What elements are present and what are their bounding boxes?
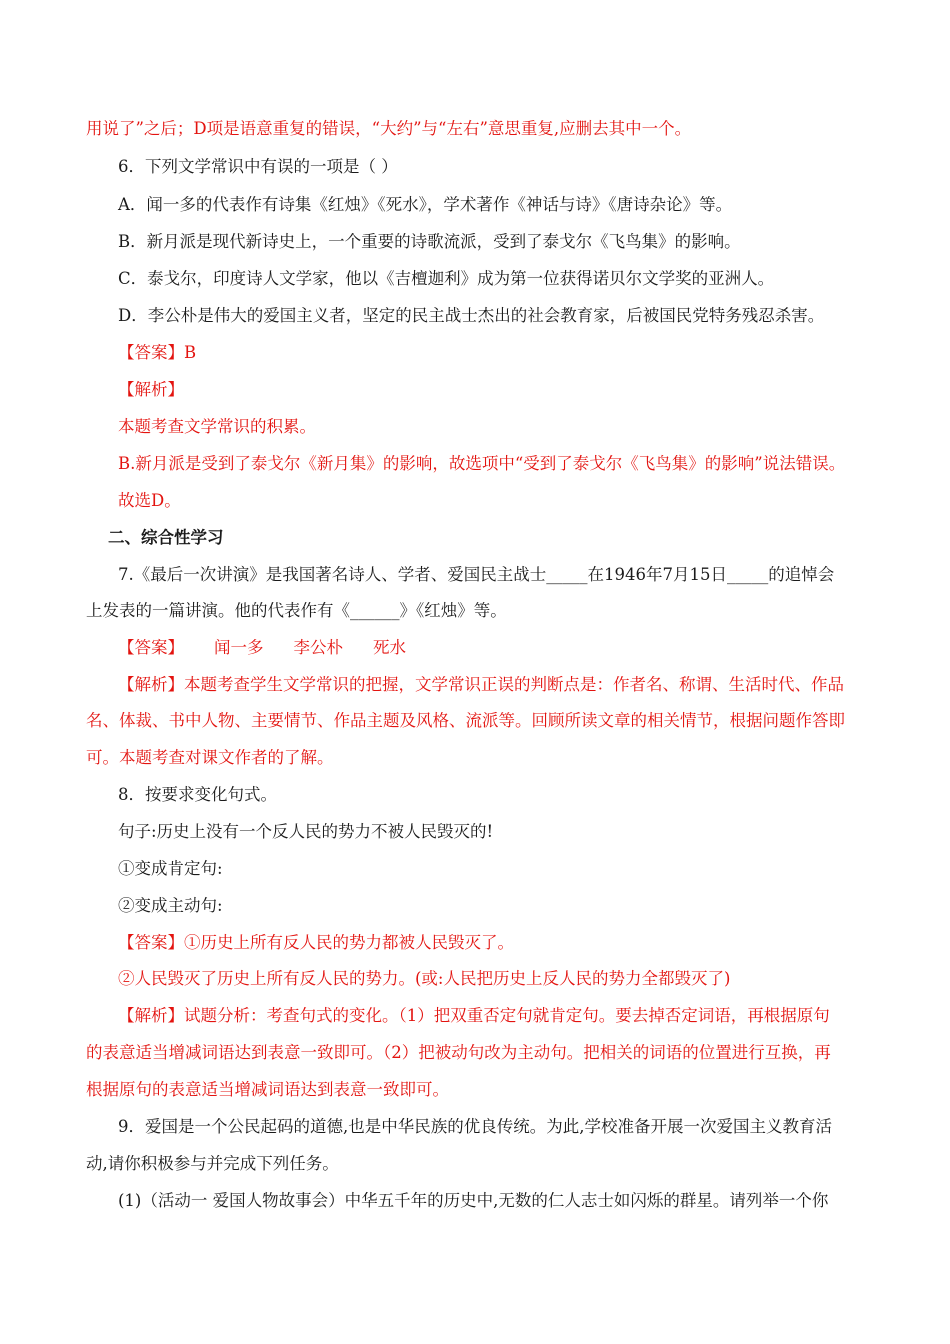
question-8-analysis-line: 的表意适当增减词语达到表意一致即可。（2）把被动句改为主动句。把相关的词语的位置进行互换，再 (86, 1043, 831, 1062)
answer-label: 【答案】 (118, 638, 184, 657)
question-8-part-1: ①变成肯定句: (118, 859, 223, 878)
question-8-stem: 8．按要求变化句式。 (118, 785, 277, 804)
question-6-option-a: A．闻一多的代表作有诗集《红烛》《死水》，学术著作《神话与诗》《唐诗杂论》等。 (118, 195, 733, 214)
answer-blank-1: 闻一多 (214, 638, 264, 657)
question-6-option-d: D．李公朴是伟大的爱国主义者，坚定的民主战士杰出的社会教育家，后被国民党特务残忍杀害。 (118, 306, 825, 325)
question-7-analysis-line: 名、体裁、书中人物、主要情节、作品主题及风格、流派等。回顾所读文章的相关情节，根据问题作答即 (86, 711, 845, 730)
question-8-answer-line: 【答案】①历史上所有反人民的势力都被人民毁灭了。 (118, 933, 514, 952)
analysis-continuation: 用说了”之后；D项是语意重复的错误，“大约”与“左右”意思重复,应删去其中一个。 (86, 119, 692, 138)
question-8-part-2: ②变成主动句: (118, 896, 223, 915)
question-7-answer (118, 637, 406, 659)
answer-blank-2: 李公朴 (293, 638, 343, 657)
question-6-analysis-line: 本题考查文学常识的积累。 (118, 417, 316, 436)
question-7-stem-line: 上发表的一篇讲演。他的代表作有《______》《红烛》等。 (86, 601, 507, 620)
question-8-analysis-line: 根据原句的表意适当增减词语达到表意一致即可。 (86, 1080, 449, 1099)
question-6-analysis-line: 故选D。 (118, 491, 181, 510)
question-6-analysis-label: 【解析】 (118, 380, 184, 399)
question-8-answer-line: ②人民毁灭了历史上所有反人民的势力。(或:人民把历史上反人民的势力全都毁灭了) (118, 969, 731, 988)
section-heading: 二、综合性学习 (108, 528, 224, 547)
question-7-analysis-line: 【解析】本题考查学生文学常识的把握，文学常识正误的判断点是：作者名、称谓、生活时代、作品 (118, 675, 844, 694)
answer-blank-3: 死水 (373, 638, 406, 657)
question-6-answer: 【答案】B (118, 343, 197, 362)
question-6-stem: 6．下列文学常识中有误的一项是（ ） (118, 157, 398, 176)
question-6-option-b: B．新月派是现代新诗史上，一个重要的诗歌流派，受到了泰戈尔《飞鸟集》的影响。 (118, 232, 741, 251)
question-6-analysis-line: B.新月派是受到了泰戈尔《新月集》的影响，故选项中“受到了泰戈尔《飞鸟集》的影响”说法错误。 (118, 454, 846, 473)
question-9-stem-line: 9．爱国是一个公民起码的道德,也是中华民族的优良传统。为此,学校准备开展一次爱国主义教育活 (118, 1117, 832, 1136)
question-7-stem-line: 7.《最后一次讲演》是我国著名诗人、学者、爱国民主战士_____在1946年7月15日_____的追悼会 (118, 565, 835, 584)
question-6-option-c: C．泰戈尔，印度诗人文学家，他以《吉檀迦利》成为第一位获得诺贝尔文学奖的亚洲人。 (118, 269, 775, 288)
question-8-analysis-line: 【解析】试题分析：考查句式的变化。（1）把双重否定句就肯定句。要去掉否定词语，再根据原句 (118, 1006, 830, 1025)
question-7-analysis-line: 可。本题考查对课文作者的了解。 (86, 748, 334, 767)
question-8-sentence: 句子:历史上没有一个反人民的势力不被人民毁灭的! (118, 822, 494, 841)
question-9-part-1: (1)（活动一 爱国人物故事会）中华五千年的历史中,无数的仁人志士如闪烁的群星。请列举一个你 (118, 1191, 829, 1210)
question-9-stem-line: 动,请你积极参与并完成下列任务。 (86, 1154, 339, 1173)
